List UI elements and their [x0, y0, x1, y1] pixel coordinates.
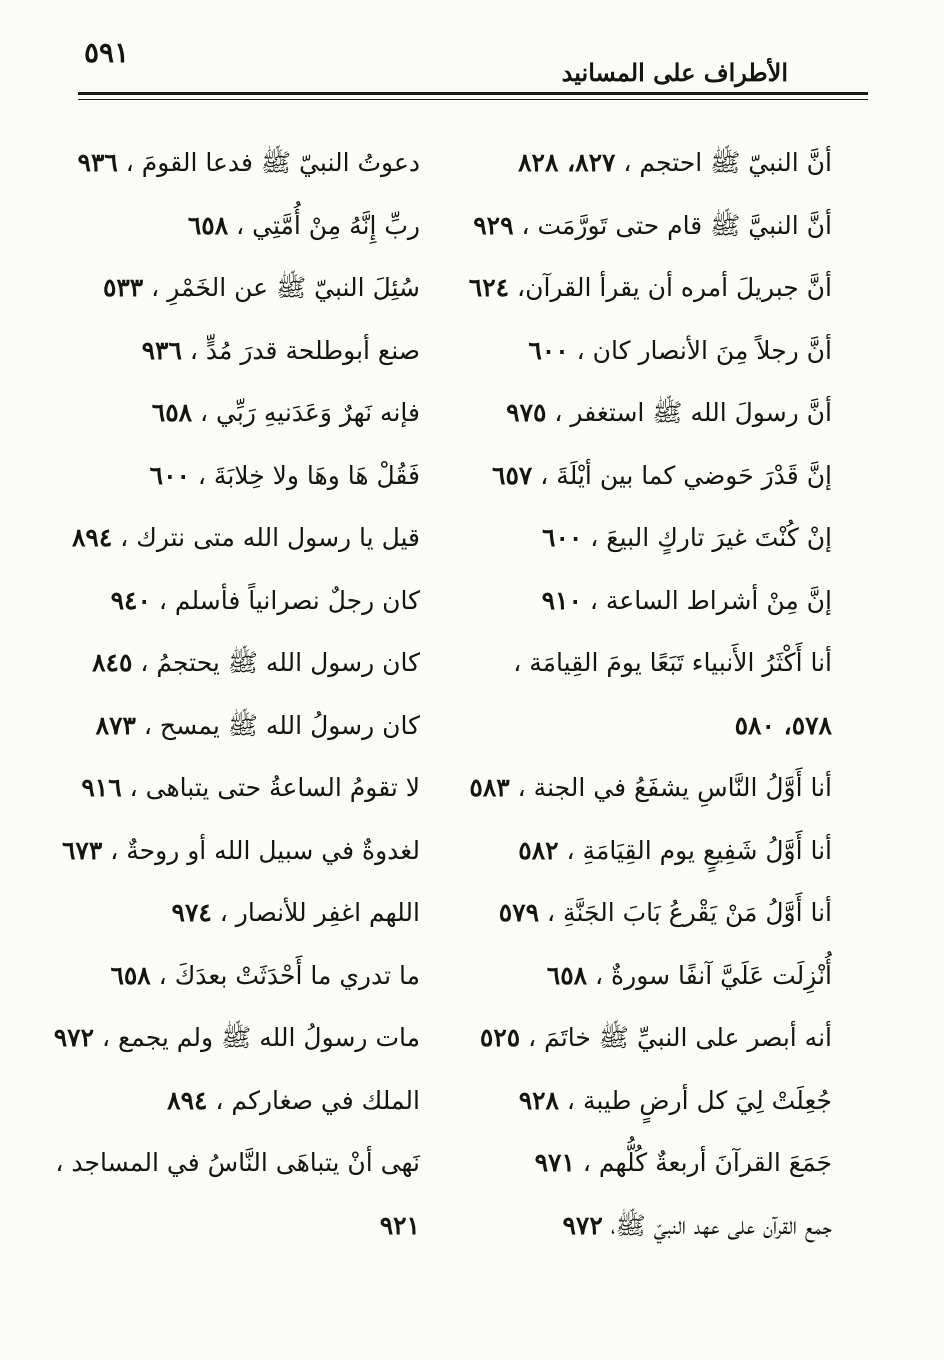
index-entry [492, 695, 832, 758]
index-entry [473, 195, 832, 258]
entry-text: أنه أبصر على النبيِّ ﷺ خاتَمَ ، [520, 1023, 832, 1052]
entry-text: فإنه نَهرٌ وَعَدَنيهِ رَبِّي ، [192, 398, 420, 427]
index-entry [492, 820, 832, 883]
entry-text: ربِّ إِنَّهُ مِنْ أُمَّتِي ، [228, 210, 420, 240]
entry-page-ref: ٩٤٠ [110, 585, 151, 615]
entry-text: لغدوةٌ في سبيل الله أو روحةٌ ، [102, 835, 420, 865]
entry-page-ref: ٥٨٢ [518, 835, 559, 865]
index-column-right [468, 132, 832, 1257]
index-entry [70, 757, 420, 820]
entry-page-ref: ٩٣٦ [77, 148, 118, 177]
entry-text: أُنْزِلَت عَلَيَّ آنفًا سورةٌ ، [587, 960, 832, 990]
entry-page-ref: ٩٢٨ [518, 1085, 559, 1115]
entry-text: أنَّ النبيّ ﷺ احتجم ، [615, 148, 832, 177]
running-title: الأطراف على المسانيد [561, 58, 788, 87]
entry-text: إنَّ قَدْرَ حَوضي كما بين أيْلَةَ ، [532, 460, 832, 490]
index-entry [492, 945, 832, 1008]
entry-page-ref: ٦٢٤ [468, 273, 510, 302]
entry-text: مات رسولُ الله ﷺ ولم يجمع ، [94, 1023, 420, 1052]
entry-page-ref: ٦٥٨ [187, 210, 229, 240]
entry-page-ref: ٨٢٧، ٨٢٨ [518, 148, 616, 177]
entry-text: لا تقومُ الساعةُ حتى يتباهى ، [121, 773, 420, 802]
entry-text: أنا أَوَّلُ مَنْ يَقْرعُ بَابَ الجَنَّةِ ، [539, 898, 832, 927]
entry-page-ref: ٩٧٢ [562, 1210, 603, 1240]
index-entry [70, 1195, 420, 1258]
entry-text: نَهى أنْ يتباهَى النَّاسُ في المساجد ، [55, 1148, 420, 1177]
entry-text: جمع القرآن على عهد النبيّ ﷺ، [602, 1210, 832, 1240]
entry-page-ref: ٩١٠ [541, 585, 582, 615]
index-entry [70, 507, 420, 570]
entry-page-ref: ٦٧٣ [62, 835, 103, 865]
index-entry [492, 445, 832, 508]
index-entry [70, 695, 420, 758]
entry-page-ref: ٨٩٤ [71, 523, 113, 552]
header-rule-thin [78, 99, 868, 100]
entry-text: أنَّ جبريلَ أمره أن يقرأ القرآن، [509, 273, 832, 302]
index-entry [492, 632, 832, 695]
index-entry [469, 757, 832, 820]
index-entry [70, 382, 420, 445]
entry-text: إنْ كُنْتَ غيرَ تاركٍ البيعَ ، [582, 523, 832, 552]
entry-page-ref: ٥٧٨، ٥٨٠ [734, 710, 832, 740]
index-entry [70, 257, 420, 320]
index-entry [492, 507, 832, 570]
page-number: ٥٩١ [84, 36, 130, 69]
entry-text: أنَّ رجلاً مِنَ الأنصار كان ، [568, 335, 832, 365]
index-entry [492, 570, 832, 633]
index-entry [62, 820, 420, 883]
index-entry [70, 632, 420, 695]
entry-text: جَمَعَ القرآنَ أربعةٌ كُلُّهم ، [574, 1148, 832, 1177]
entry-page-ref: ٥٢٥ [479, 1023, 521, 1052]
entry-text: إنَّ مِنْ أشراط الساعة ، [581, 585, 832, 615]
entry-text: ما تدري ما أَحْدَثَتْ بعدَكَ ، [150, 960, 420, 990]
entry-text: أنَّ رسولَ الله ﷺ استغفر ، [546, 398, 832, 427]
entry-page-ref: ٥٧٩ [498, 898, 540, 927]
index-entry [70, 882, 420, 945]
entry-text: أنَّ النبيَّ ﷺ قام حتى تَورَّمَت ، [513, 210, 832, 240]
entry-page-ref: ٦٥٨ [546, 960, 588, 990]
entry-page-ref: ٨٤٥ [92, 648, 133, 677]
entry-page-ref: ٩٧٥ [506, 398, 547, 427]
entry-page-ref: ٦٠٠ [542, 523, 583, 552]
index-entry [70, 320, 420, 383]
index-entry [70, 1070, 420, 1133]
entry-text: جُعِلَتْ لِيَ كل أرضٍ طيبة ، [558, 1085, 832, 1115]
index-entry [70, 945, 420, 1008]
entry-text: أنا أَكْثَرُ الأَنبياء تَبَعًا يومَ القِيامَة ، [513, 648, 832, 677]
index-entry [70, 445, 420, 508]
index-entry [492, 882, 832, 945]
index-column-left [53, 132, 420, 1257]
index-entry [492, 132, 832, 195]
index-entry [468, 257, 832, 320]
entry-text: الملك في صغاركم ، [207, 1085, 420, 1115]
index-entry [492, 382, 832, 445]
entry-page-ref: ٩٢١ [379, 1210, 420, 1240]
index-entry [70, 195, 420, 258]
entry-page-ref: ٥٨٣ [469, 773, 510, 802]
entry-page-ref: ٩٢٩ [473, 210, 514, 240]
entry-page-ref: ٦٥٨ [151, 398, 193, 427]
entry-text: كان رسول الله ﷺ يحتجمُ ، [132, 648, 420, 677]
entry-page-ref: ٨٩٤ [167, 1085, 208, 1115]
entry-page-ref: ٦٥٨ [110, 960, 151, 990]
index-entry [479, 1007, 832, 1070]
entry-text: سُئِلَ النبيّ ﷺ عن الخَمْرِ ، [143, 273, 420, 302]
index-entry [492, 1070, 832, 1133]
header-rule-thick [78, 92, 868, 95]
entry-text: أنا أَوَّلُ شَفِيعٍ يوم القِيَامَةِ ، [558, 835, 832, 865]
entry-text: دعوتُ النبيّ ﷺ فدعا القومَ ، [117, 148, 420, 177]
index-entry [53, 1007, 420, 1070]
entry-text: اللهم اغفِر للأنصار ، [211, 898, 420, 927]
index-entry [70, 570, 420, 633]
entry-page-ref: ٩٧٤ [171, 898, 212, 927]
entry-page-ref: ٩٧١ [534, 1148, 575, 1177]
entry-text: كان رجلٌ نصرانياً فأسلم ، [150, 585, 420, 615]
entry-page-ref: ٥٣٣ [102, 273, 144, 302]
entry-text: كان رسولُ الله ﷺ يمسح ، [135, 710, 420, 740]
entry-page-ref: ٦٠٠ [528, 335, 569, 365]
entry-page-ref: ٦٠٠ [149, 460, 190, 490]
entry-page-ref: ٩٣٦ [141, 335, 182, 365]
entry-text: أنا أَوَّلُ النَّاسِ يشفَعُ في الجنة ، [509, 773, 832, 802]
index-entry [55, 1132, 420, 1195]
index-entry [492, 1132, 832, 1195]
index-entry [492, 1195, 832, 1258]
entry-page-ref: ٩١٦ [81, 773, 122, 802]
entry-text: قيل يا رسول الله متى نترك ، [112, 523, 420, 552]
entry-page-ref: ٨٧٣ [95, 710, 136, 740]
entry-text: صنع أبوطلحة قدرَ مُدٍّ ، [181, 335, 420, 365]
index-entry [70, 132, 420, 195]
entry-page-ref: ٩٧٢ [53, 1023, 95, 1052]
index-entry [492, 320, 832, 383]
entry-page-ref: ٦٥٧ [492, 460, 533, 490]
entry-text: فَقُلْ هَا وهَا ولا خِلابَةَ ، [189, 460, 420, 490]
